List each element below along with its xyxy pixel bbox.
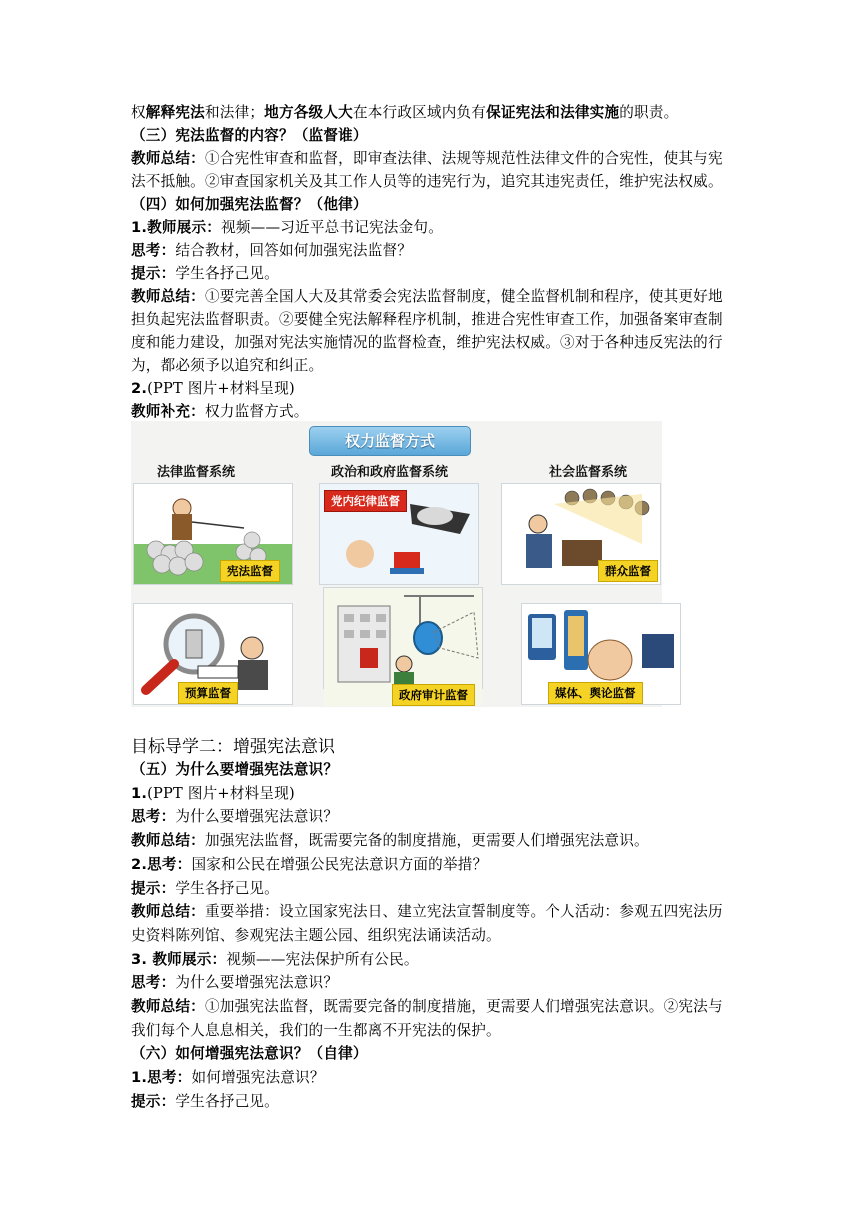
bold-text: 教师总结： xyxy=(131,832,205,850)
text-line xyxy=(131,310,731,330)
text-line xyxy=(131,103,731,123)
body-text: 学生各抒己见。 xyxy=(175,265,279,282)
bold-text: 2. xyxy=(131,380,148,397)
panel-constitution-supervision xyxy=(133,483,293,585)
body-text: 重要举措：设立国家宪法日、建立宪法宣誓制度等。个人活动：参观五四宪法历 xyxy=(204,903,723,921)
bold-text: （四）如何加强宪法监督？（他律） xyxy=(131,196,368,213)
text-line xyxy=(131,879,731,899)
text-line xyxy=(131,356,731,376)
bold-text: 教师总结： xyxy=(131,288,205,305)
body-text: 担负起宪法监督职责。②要健全宪法解释程序机制，推进合宪性审查工作，加强备案审查制 xyxy=(131,311,723,328)
body-text: 法不抵触。②审查国家机关及其工作人员等的违宪行为，追究其违宪责任，维护宪法权威。 xyxy=(131,173,723,190)
bold-text: 2.思考： xyxy=(131,855,192,873)
bold-text: 教师总结： xyxy=(131,903,205,921)
panel-tag: 宪法监督 xyxy=(220,560,280,582)
text-line xyxy=(131,287,731,307)
text-line xyxy=(131,807,731,827)
bold-text: （五）为什么要增强宪法意识？ xyxy=(131,761,339,778)
body-text: 结合教材，回答如何加强宪法监督？ xyxy=(175,242,413,259)
panel-party-discipline xyxy=(319,483,479,585)
text-line xyxy=(131,926,731,946)
panel-media-supervision xyxy=(521,603,681,705)
body-text: 为什么要增强宪法意识？ xyxy=(175,974,339,992)
body-text: 加强宪法监督，既需要完备的制度措施，更需要人们增强宪法意识。 xyxy=(204,832,649,850)
body-text: 如何增强宪法意识？ xyxy=(191,1069,325,1087)
panel-budget-supervision xyxy=(133,603,293,705)
text-line xyxy=(131,831,731,851)
body-text: 学生各抒己见。 xyxy=(175,879,279,897)
body-text: 国家和公民在增强公民宪法意识方面的举措？ xyxy=(191,855,488,873)
text-line xyxy=(131,218,731,238)
body-text: 的职责。 xyxy=(619,104,679,121)
text-line xyxy=(131,264,731,284)
bold-text: 1.思考： xyxy=(131,1069,192,1087)
bold-text: 1. xyxy=(131,784,148,802)
text-line xyxy=(131,997,731,1017)
body-text: 权力监督方式。 xyxy=(204,403,309,420)
text-line xyxy=(131,172,731,192)
panel-mass-supervision xyxy=(501,483,661,585)
text-line xyxy=(131,333,731,353)
body-text: (PPT 图片+材料呈现) xyxy=(147,380,295,397)
bold-text: （六）如何增强宪法意识？（自律） xyxy=(131,1045,368,1063)
panel-tag: 预算监督 xyxy=(178,682,238,704)
bold-text: 解释宪法 xyxy=(145,104,205,121)
body-text: ①要完善全国人大及其常委会宪法监督制度，健全监督机制和程序，使其更好地 xyxy=(204,288,723,305)
text-line xyxy=(131,760,731,780)
bold-text: 教师总结： xyxy=(131,150,205,167)
text-line xyxy=(131,973,731,993)
text-line xyxy=(131,950,731,970)
body-text: 视频——习近平总书记宪法金句。 xyxy=(221,219,443,236)
panel-tag: 政府审计监督 xyxy=(392,684,475,706)
body-text: 视频——宪法保护所有公民。 xyxy=(226,950,419,968)
text-line xyxy=(131,379,731,399)
body-text: 和法律； xyxy=(204,104,265,121)
text-line xyxy=(131,784,731,804)
body-text: 权 xyxy=(131,104,146,121)
text-line xyxy=(131,1021,731,1041)
bold-text: 教师补充： xyxy=(131,403,205,420)
system-label-legal: 法律监督系统 xyxy=(157,465,236,480)
figure-title: 权力监督方式 xyxy=(309,426,471,456)
body-text: 度和能力建设，加强对宪法实施情况的监督检查，维护宪法权威。③对于各种违反宪法的行 xyxy=(131,334,723,351)
text-line xyxy=(131,855,731,875)
body-text: 我们每个人息息相关，我们的一生都离不开宪法的保护。 xyxy=(131,1021,501,1039)
panel-government-audit xyxy=(323,587,483,702)
panel-tag: 媒体、舆论监督 xyxy=(548,682,643,704)
bold-text: 提示： xyxy=(131,1092,176,1110)
panel-tag: 群众监督 xyxy=(598,560,658,582)
system-label-social: 社会监督系统 xyxy=(549,465,628,480)
text-line xyxy=(131,902,731,922)
body-text: ①合宪性审查和监督，即审查法律、法规等规范性法律文件的合宪性，使其与宪 xyxy=(204,150,723,167)
bold-text: 保证宪法和法律实施 xyxy=(486,104,620,121)
body-text: ①加强宪法监督，既需要完备的制度措施，更需要人们增强宪法意识。②宪法与 xyxy=(204,998,723,1015)
bold-text: 3. 教师展示： xyxy=(131,950,227,968)
bold-text: 教师总结： xyxy=(131,998,205,1015)
bold-text: 提示： xyxy=(131,879,176,897)
section-heading-constitution-awareness: 目标导学二：增强宪法意识 xyxy=(131,737,335,757)
body-text: (PPT 图片+材料呈现) xyxy=(147,784,295,802)
system-label-political: 政治和政府监督系统 xyxy=(331,465,449,480)
text-line xyxy=(131,1092,731,1112)
bold-text: （三）宪法监督的内容？（监督谁） xyxy=(131,127,368,144)
power-supervision-figure xyxy=(131,421,662,707)
body-text: 为，都必须予以追究和纠正。 xyxy=(131,357,324,374)
bold-text: 1.教师展示： xyxy=(131,219,222,236)
bold-text: 思考： xyxy=(131,808,176,826)
panel-tag: 党内纪律监督 xyxy=(324,490,407,512)
bold-text: 思考： xyxy=(131,974,176,992)
bold-text: 思考： xyxy=(131,242,176,259)
body-text: 学生各抒己见。 xyxy=(175,1092,279,1110)
text-line xyxy=(131,195,731,215)
bold-text: 地方各级人大 xyxy=(264,104,353,121)
body-text: 史资料陈列馆、参观宪法主题公园、组织宪法诵读活动。 xyxy=(131,926,501,944)
body-text: 在本行政区域内负有 xyxy=(352,104,487,121)
bold-text: 提示： xyxy=(131,265,176,282)
body-text: 为什么要增强宪法意识？ xyxy=(175,808,339,826)
text-line xyxy=(131,402,731,422)
text-line xyxy=(131,1044,731,1064)
text-line xyxy=(131,1068,731,1088)
text-line xyxy=(131,149,731,169)
text-line xyxy=(131,241,731,261)
text-line xyxy=(131,126,731,146)
